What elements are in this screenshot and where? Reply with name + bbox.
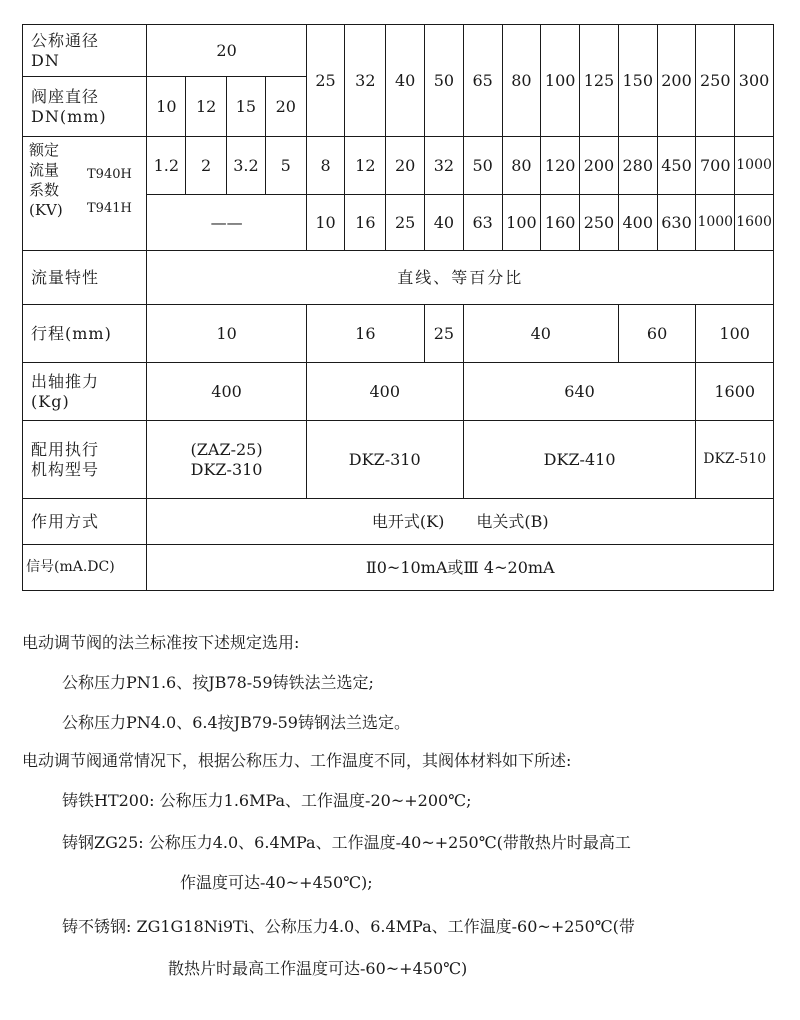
note-line: 公称压力PN1.6、按JB78-59铸铁法兰选定; bbox=[62, 673, 374, 692]
flow-value: 直线、等百分比 bbox=[147, 251, 774, 305]
dn-value: 32 bbox=[345, 25, 386, 137]
kv-t941h: 16 bbox=[345, 195, 386, 251]
kv-t940h: 1.2 bbox=[147, 137, 186, 195]
kv-t940h: 80 bbox=[502, 137, 541, 195]
kv-t940h: 20 bbox=[386, 137, 425, 195]
kv-t940h: 200 bbox=[580, 137, 619, 195]
stroke-value: 16 bbox=[306, 305, 424, 363]
signal-value: Ⅱ0~10mA或Ⅲ 4~20mA bbox=[147, 545, 774, 591]
flow-label: 流量特性 bbox=[23, 251, 147, 305]
kv-t940h: 12 bbox=[345, 137, 386, 195]
actuator-value: DKZ-310 bbox=[306, 421, 463, 499]
thrust-value: 400 bbox=[147, 363, 306, 421]
dn-20: 20 bbox=[147, 25, 306, 77]
stroke-value: 60 bbox=[618, 305, 696, 363]
kv-t941h: 400 bbox=[618, 195, 657, 251]
kv-t940h: 3.2 bbox=[227, 137, 266, 195]
note-line: 散热片时最高工作温度可达-60~+450℃) bbox=[168, 959, 468, 978]
stroke-value: 25 bbox=[425, 305, 464, 363]
stroke-label: 行程(mm) bbox=[23, 305, 147, 363]
note-line: 作温度可达-40~+450℃); bbox=[180, 873, 373, 892]
note-line: 铸不锈钢: ZG1G18Ni9Ti、公称压力4.0、6.4MPa、工作温度-60~+250℃(带 bbox=[62, 917, 635, 936]
dn-value: 300 bbox=[735, 25, 774, 137]
actuator-value: DKZ-510 bbox=[696, 421, 774, 499]
kv-t940h: 32 bbox=[425, 137, 464, 195]
note-line: 电动调节阀通常情况下，根据公称压力、工作温度不同，其阀体材料如下所述: bbox=[22, 751, 572, 770]
kv-t940h: 120 bbox=[541, 137, 580, 195]
kv-t941h: 10 bbox=[306, 195, 345, 251]
kv-t941h: 25 bbox=[386, 195, 425, 251]
dn-value: 40 bbox=[386, 25, 425, 137]
action-label: 作用方式 bbox=[23, 499, 147, 545]
dn-value: 80 bbox=[502, 25, 541, 137]
dn-value: 150 bbox=[618, 25, 657, 137]
kv-t941h-dash: —— bbox=[147, 195, 306, 251]
kv-t940h: 5 bbox=[265, 137, 306, 195]
kv-t941h: 63 bbox=[463, 195, 502, 251]
thrust-value: 400 bbox=[306, 363, 463, 421]
spec-table bbox=[22, 24, 774, 591]
kv-t940h: 280 bbox=[618, 137, 657, 195]
kv-t940h: 2 bbox=[186, 137, 227, 195]
dn-value: 200 bbox=[657, 25, 696, 137]
kv-label: 额定 流量 系数 (KV) bbox=[29, 140, 63, 219]
signal-label: 信号(mA.DC) bbox=[23, 545, 147, 591]
seat-value: 12 bbox=[186, 77, 227, 137]
kv-t941h: 1600 bbox=[735, 195, 774, 251]
kv-t941h: 160 bbox=[541, 195, 580, 251]
thrust-value: 1600 bbox=[696, 363, 774, 421]
actuator-value: (ZAZ-25) DKZ-310 bbox=[147, 421, 306, 499]
kv-t940h: 450 bbox=[657, 137, 696, 195]
note-line: 公称压力PN4.0、6.4按JB79-59铸钢法兰选定。 bbox=[62, 713, 410, 732]
note-line: 铸钢ZG25: 公称压力4.0、6.4MPa、工作温度-40~+250℃(带散热片时最高工 bbox=[62, 833, 631, 852]
seat-value: 20 bbox=[265, 77, 306, 137]
stroke-value: 40 bbox=[463, 305, 618, 363]
kv-t941h: 40 bbox=[425, 195, 464, 251]
thrust-label: 出轴推力 (Kg) bbox=[23, 363, 147, 421]
seat-value: 10 bbox=[147, 77, 186, 137]
kv-t941h: 630 bbox=[657, 195, 696, 251]
stroke-value: 100 bbox=[696, 305, 774, 363]
action-value: 电开式(K) 电关式(B) bbox=[147, 499, 774, 545]
seat-label: 阀座直径 DN(mm) bbox=[23, 77, 147, 137]
kv-t941h: 1000 bbox=[696, 195, 735, 251]
t940h-label: T940H bbox=[87, 166, 132, 182]
dn-value: 65 bbox=[463, 25, 502, 137]
kv-t940h: 50 bbox=[463, 137, 502, 195]
t941h-label: T941H bbox=[87, 200, 132, 216]
dn-value: 250 bbox=[696, 25, 735, 137]
dn-label: 公称通径 DN bbox=[23, 25, 147, 77]
dn-value: 50 bbox=[425, 25, 464, 137]
dn-value: 125 bbox=[580, 25, 619, 137]
dn-value: 100 bbox=[541, 25, 580, 137]
note-line: 电动调节阀的法兰标准按下述规定选用: bbox=[22, 633, 300, 652]
actuator-label: 配用执行 机构型号 bbox=[23, 421, 147, 499]
kv-t940h: 1000 bbox=[735, 137, 774, 195]
kv-t940h: 700 bbox=[696, 137, 735, 195]
note-line: 铸铁HT200: 公称压力1.6MPa、工作温度-20~+200℃; bbox=[62, 791, 472, 810]
seat-value: 15 bbox=[227, 77, 266, 137]
stroke-value: 10 bbox=[147, 305, 306, 363]
thrust-value: 640 bbox=[463, 363, 696, 421]
kv-t940h: 8 bbox=[306, 137, 345, 195]
dn-value: 25 bbox=[306, 25, 345, 137]
actuator-value: DKZ-410 bbox=[463, 421, 696, 499]
kv-label-cell bbox=[23, 137, 147, 251]
kv-t941h: 250 bbox=[580, 195, 619, 251]
kv-t941h: 100 bbox=[502, 195, 541, 251]
